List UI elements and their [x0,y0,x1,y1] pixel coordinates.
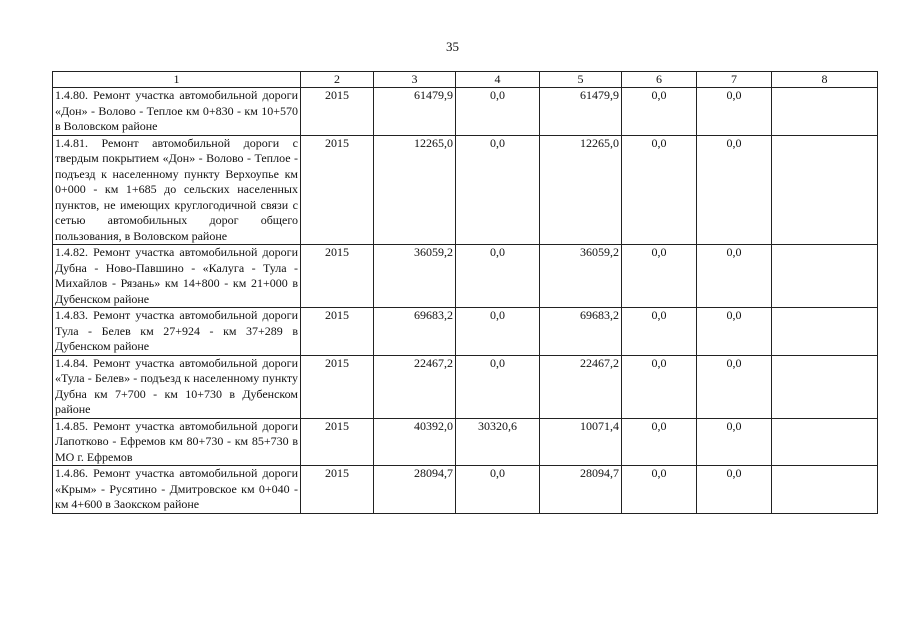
row-col4: 0,0 [456,308,540,356]
row-col4: 0,0 [456,355,540,418]
row-col6: 0,0 [622,88,697,136]
table-row [53,135,878,245]
table-row [53,308,878,356]
col-header-7: 7 [697,72,772,88]
row-col3: 28094,7 [374,466,456,514]
row-col7: 0,0 [697,355,772,418]
row-col8 [772,135,878,245]
row-col8 [772,308,878,356]
row-col4: 0,0 [456,88,540,136]
col-header-2: 2 [301,72,374,88]
col-header-3: 3 [374,72,456,88]
row-year: 2015 [301,245,374,308]
row-description: 1.4.81. Ремонт автомобильной дороги с твердым покрытием «Дон» - Волово - Теплое - подъезд к населенному пункту Верхоупье км 0+000 - км 1+685 до сельских населенных пунктов, не имеющих круглогодичной связи с сетью автомобильных дорог общего пользования, в Воловском районе [53,135,301,245]
row-col5: 10071,4 [540,418,622,466]
row-col6: 0,0 [622,355,697,418]
row-col8 [772,418,878,466]
row-col8 [772,88,878,136]
road-repair-table [52,71,878,514]
header-row [53,72,878,88]
row-col6: 0,0 [622,418,697,466]
row-year: 2015 [301,88,374,136]
row-description: 1.4.82. Ремонт участка автомобильной дороги Дубна - Ново-Павшино - «Калуга - Тула - Михайлов - Рязань» км 14+800 - км 21+000 в Дубенском районе [53,245,301,308]
row-col7: 0,0 [697,466,772,514]
row-col3: 40392,0 [374,418,456,466]
row-description: 1.4.80. Ремонт участка автомобильной дороги «Дон» - Волово - Теплое км 0+830 - км 10+570 в Воловском районе [53,88,301,136]
row-year: 2015 [301,135,374,245]
col-header-5: 5 [540,72,622,88]
row-col3: 69683,2 [374,308,456,356]
col-header-6: 6 [622,72,697,88]
row-year: 2015 [301,308,374,356]
row-col4: 0,0 [456,135,540,245]
col-header-4: 4 [456,72,540,88]
row-year: 2015 [301,355,374,418]
row-col5: 36059,2 [540,245,622,308]
row-col5: 12265,0 [540,135,622,245]
row-col8 [772,466,878,514]
row-col6: 0,0 [622,245,697,308]
row-col8 [772,355,878,418]
row-year: 2015 [301,466,374,514]
row-col6: 0,0 [622,135,697,245]
row-col6: 0,0 [622,308,697,356]
row-year: 2015 [301,418,374,466]
row-description: 1.4.84. Ремонт участка автомобильной дороги «Тула - Белев» - подъезд к населенному пункту Дубна км 7+700 - км 10+730 в Дубенском районе [53,355,301,418]
table-row [53,245,878,308]
col-header-8: 8 [772,72,878,88]
row-description: 1.4.85. Ремонт участка автомобильной дороги Лапотково - Ефремов км 80+730 - км 85+730 в МО г. Ефремов [53,418,301,466]
row-col7: 0,0 [697,418,772,466]
row-col3: 36059,2 [374,245,456,308]
col-header-1: 1 [53,72,301,88]
row-description: 1.4.83. Ремонт участка автомобильной дороги Тула - Белев км 27+924 - км 37+289 в Дубенском районе [53,308,301,356]
row-col4: 0,0 [456,245,540,308]
row-col5: 61479,9 [540,88,622,136]
row-col7: 0,0 [697,308,772,356]
row-col3: 61479,9 [374,88,456,136]
row-col6: 0,0 [622,466,697,514]
table-row [53,466,878,514]
row-col7: 0,0 [697,88,772,136]
row-col7: 0,0 [697,135,772,245]
row-col7: 0,0 [697,245,772,308]
table-row [53,418,878,466]
row-col5: 69683,2 [540,308,622,356]
page-number: 35 [446,39,459,54]
table-row [53,355,878,418]
row-col5: 28094,7 [540,466,622,514]
table-row [53,88,878,136]
row-col8 [772,245,878,308]
row-col3: 22467,2 [374,355,456,418]
row-description: 1.4.86. Ремонт участка автомобильной дороги «Крым» - Русятино - Дмитровское км 0+040 - км 4+600 в Заокском районе [53,466,301,514]
row-col5: 22467,2 [540,355,622,418]
row-col4: 30320,6 [456,418,540,466]
row-col3: 12265,0 [374,135,456,245]
row-col4: 0,0 [456,466,540,514]
